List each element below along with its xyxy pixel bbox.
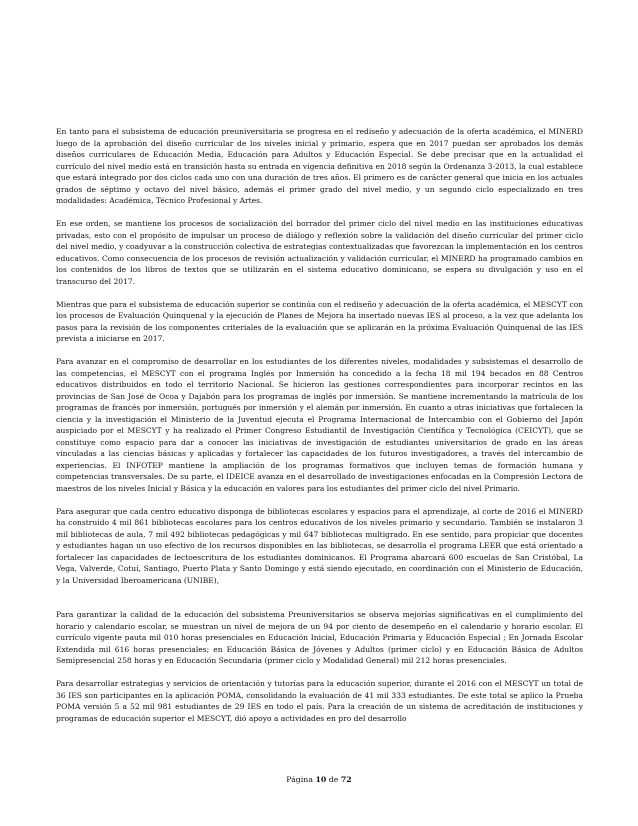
page-number: 10 bbox=[315, 775, 327, 784]
page-total: 72 bbox=[340, 775, 352, 784]
paragraph-orientation: Para desarrollar estrategias y servicios de orientación y tutorías para la educación superior, durante el 2016 con el MESCYT un total de 36 IES son participantes en la aplicación POMA, consolidando la evaluación de 41 mil 333 estudiantes. De este total se aplico la Prueba POMA versión 5 a 52 mil 981 estudiantes de 29 IES en todo el país. Para la creación de un sistema de acreditación de instituciones y programas de educación superior el MESCYT, dió apoyo a actividades en pro del desarrollo bbox=[56, 679, 583, 723]
footer-prefix: Página bbox=[286, 775, 316, 784]
page-footer bbox=[0, 775, 638, 785]
body-text bbox=[56, 126, 583, 724]
paragraph-higher-education: Mientras que para el subsistema de educación superior se continúa con el rediseño y adecuación de la oferta académica, el MESCYT con los procesos de Evaluación Quinquenal y la ejecución de Planes de Mejora ha insertado nuevas IES al proceso, a la vez que adelanta los pasos para la revisión de los componentes criteriales de la evaluación que se aplicarán en la próxima Evaluación Quinquenal de las IES prevista a iniciarse en 2017. bbox=[56, 299, 583, 343]
paragraph-socialization: En ese orden, se mantiene los procesos de socialización del borrador del primer ciclo del nivel medio en las instituciones educativas privadas, esto con el propósito de impulsar un proceso de diálogo y reflexión sobre la validación del diseño curricular del primer ciclo del nivel medio, y coadyuvar a la construcción colectiva de estrategias contextualizadas que favorezcan la implementación en los centros educativos. Como consecuencia de los procesos de revisión actualización y validación curricular, el MINERD ha programado cambios en los contenidos de los libros de textos que se utilizarán en el sistema educativo dominicano, se espera su divulgación y uso en el transcurso del 2017. bbox=[56, 219, 583, 286]
paragraph-school-calendar: Para garantizar la calidad de la educación del subsistema Preuniversitarios se observa mejorías significativas en el cumplimiento del horario y calendario escolar, se muestran un nivel de mejora de un 94 por ciento de desempeño en el calendario y horario escolar. El currículo vigente pauta mil 010 horas presenciales en Educación Inicial, Educación Primaria y Educación Especial ; En Jornada Escolar Extendida mil 616 horas presenciales; en Educación Básica de Jóvenes y Adultos (primer ciclo) y en Educación Básica de Adultos Semipresencial 258 horas y en Educación Secundaria (primer ciclo y Modalidad General) mil 212 horas presenciales. bbox=[56, 610, 583, 665]
footer-separator: de bbox=[326, 775, 341, 784]
paragraph-libraries: Para asegurar que cada centro educativo disponga de bibliotecas escolares y espacios para el aprendizaje, al corte de 2016 el MINERD ha construido 4 mil 861 bibliotecas escolares para los centros educativos de los niveles primario y secundario. También se instalaron 3 mil bibliotecas de aula, 7 mil 492 bibliotecas pedagógicas y mil 647 bibliotecas multigrado. En ese sentido, para propiciar que docentes y estudiantes hagan un uso efectivo de los recursos disponibles en las bibliotecas, se desarrolla el programa LEER que está orientado a fortalecer las capacidades de lectoescritura de los estudiantes dominicanos. El Programa abarcará 600 escuelas de San Cristóbal, La Vega, Valverde, Cotuí, Santiago, Puerto Plata y Santo Domingo y está siendo ejecutado, en coordinación con el Ministerio de Educación, y la Universidad Iberoamericana (UNIBE), bbox=[56, 506, 583, 585]
paragraph-curriculum-design: En tanto para el subsistema de educación preuniversitaria se progresa en el rediseño y adecuación de la oferta académica, el MINERD luego de la aprobación del diseño curricular de los niveles inicial y primario, espera que en 2017 puedan ser aprobados los demás diseños curriculares de Educación Media, Educación para Adultos y Educación Especial. Se debe precisar que en la actualidad el currículo del nivel medio está en transición hasta su entrada en vigencia definitiva en 2018 según la Ordenanza 3-2013, la cual establece que estará integrado por dos ciclos cada uno con una duración de tres años. El primero es de carácter general que inicia en los actuales grados de séptimo y octavo del nivel básico, además el primer grado del nivel medio, y un segundo ciclo especializado en tres modalidades: Académica, Técnico Profesional y Artes. bbox=[56, 127, 583, 205]
paragraph-competencies: Para avanzar en el compromiso de desarrollar en los estudiantes de los diferentes niveles, modalidades y subsistemas el desarrollo de las competencias, el MESCYT con el programa Inglés por Inmersión ha concedido a la fecha 18 mil 194 becados en 88 Centros educativos distribuidos en todo el territorio Nacional. Se hicieron las gestiones correspondientes para incorporar recintos en las provincias de San José de Ocoa y Dajabón para los programas de inglés por inmersión. Se mantiene incrementando la matrícula de los programas de francés por inmersión, portugués por inmersión y el alemán por inmersión. En cuanto a otras iniciativas que fortalecen la ciencia y la investigación el Ministerio de la Juventud ejecuta el Programa Internacional de Intercambio con el Gobierno del Japón auspiciado por el MESCYT y ha realizado el Primer Congreso Estudiantil de Investigación Científica y Tecnológica (CEICYT), que se constituye como espacio para dar a conocer las iniciativas de investigación de estudiantes universitarios de grado en las áreas vinculadas a las ciencias básicas y aplicadas y fortalecer las capacidades de los futuros investigadores, a través del intercambio de experiencias. El INFOTEP mantiene la ampliación de los programas formativos que incluyen temas de formación humana y competencias transversales. De su parte, el IDEICE avanza en el desarrollado de investigaciones enfocadas en la Compresión Lectora de maestros de los niveles Inicial y Básica y la educación en valores para los estudiantes del primer ciclo del nivel Primario. bbox=[56, 357, 583, 493]
